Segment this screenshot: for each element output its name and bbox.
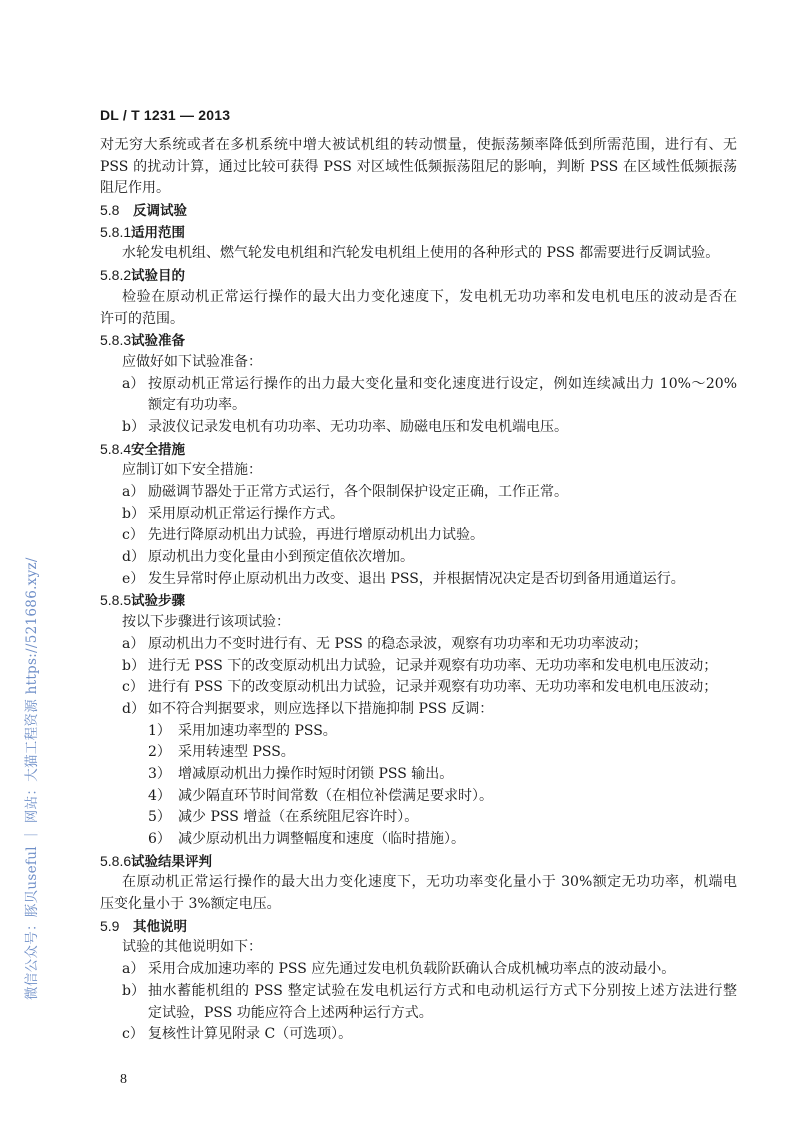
line-text: 减少隔直环节时间常数（在相位补偿满足要求时）。 [178,787,493,804]
paragraph-line [100,460,737,482]
paragraph-line [100,894,737,916]
section-heading [100,222,737,244]
paragraph-line [100,243,737,265]
list-item [100,547,737,569]
line-text: 原动机出力不变时进行有、无 PSS 的稳态录波，观察有功功率和无功功率波动； [148,635,648,652]
line-text: 进行无 PSS 下的改变原动机出力试验，记录并观察有功功率、无功功率和发电机电压波动； [148,657,718,674]
list-item [100,981,737,1003]
list-label: 5） [148,809,171,826]
section-title: 试验准备 [131,333,185,350]
list-item [100,786,737,808]
line-text: 减少 PSS 增益（在系统阻尼容许时）。 [178,809,419,826]
paragraph-line [100,309,737,331]
line-text: PSS 的扰动计算，通过比较可获得 PSS 对区域性低频振荡阻尼的影响，判断 PSS 在区域性低频振荡 [100,158,737,175]
line-text: 如不符合判据要求，则应选择以下措施抑制 PSS 反调： [148,700,494,717]
list-label: a） [122,961,145,978]
list-label: c） [122,679,144,696]
line-text: 原动机出力变化量由小到预定值依次增加。 [148,549,414,566]
list-label: b） [122,657,145,674]
document-body [100,135,737,1046]
section-heading [100,330,737,352]
line-text: 压变化量小于 3%额定电压。 [100,896,281,913]
line-text: 采用转速型 PSS。 [178,744,295,761]
list-label: c） [122,1026,144,1043]
paragraph-line [100,937,737,959]
section-title: 试验结果评判 [131,853,212,870]
line-text: 许可的范围。 [100,310,184,327]
section-number: 5.8.6 [100,852,132,869]
list-item [100,721,737,743]
list-item [100,634,737,656]
list-item [100,482,737,504]
list-label: 3） [148,765,171,782]
list-item [100,374,737,396]
section-heading [100,590,737,612]
line-text: 检验在原动机正常运行操作的最大出力变化速度下，发电机无功功率和发电机电压的波动是否在 [122,288,737,305]
list-label: d） [122,549,145,566]
section-title: 反调试验 [133,203,187,220]
line-text: 按以下步骤进行该项试验： [122,614,290,631]
watermark: 微信公众号：豚贝useful ｜ 网站：大猫工程资源 https://521686.xyz/ [24,557,40,1000]
section-number: 5.8.5 [100,592,132,609]
section-heading [100,851,737,873]
section-heading [100,265,737,287]
paragraph-line [100,287,737,309]
list-label: a） [122,375,145,392]
paragraph-line [100,872,737,894]
section-number: 5.8.2 [100,267,132,284]
section-number: 5.8.1 [100,223,132,240]
list-item [100,742,737,764]
paragraph-line [100,1003,737,1025]
list-label: a） [122,635,145,652]
section-heading [100,200,737,222]
section-heading [100,439,737,461]
line-text: 在原动机正常运行操作的最大出力变化速度下，无功功率变化量小于 30%额定无功功率，机端电 [122,874,737,891]
list-item [100,677,737,699]
line-text: 应做好如下试验准备： [122,353,262,370]
section-title: 试验目的 [131,268,185,285]
line-text: 采用加速功率型的 PSS。 [178,722,337,739]
list-label: 1） [148,722,171,739]
list-label: a） [122,484,145,500]
line-text: 减少原动机出力调整幅度和速度（临时措施）。 [178,831,465,847]
line-text: 采用原动机正常运行操作方式。 [148,505,344,522]
list-label: b） [122,505,145,522]
line-text: 发生异常时停止原动机出力改变、退出 PSS，并根据情况决定是否切到备用通道运行。 [148,570,685,587]
list-item [100,829,737,851]
section-number: 5.8 [100,202,120,219]
line-text: 抽水蓄能机组的 PSS 整定试验在发电机运行方式和电动机运行方式下分别按上述方法进行整 [148,982,737,999]
list-item [100,699,737,721]
paragraph-line [100,178,737,200]
section-heading [100,916,737,938]
line-text: 先进行降原动机出力试验，再进行增原动机出力试验。 [148,527,484,544]
line-text: 对无穷大系统或者在多机系统中增大被试机组的转动惯量，使振荡频率降低到所需范围，进行有、无 [100,137,737,153]
list-item [100,656,737,678]
list-label: c） [122,527,144,544]
line-text: 增减原动机出力操作时短时闭锁 PSS 输出。 [178,765,454,782]
line-text: 复核性计算见附录 C（可选项）。 [148,1026,353,1043]
line-text: 阻尼作用。 [100,180,170,197]
line-text: 试验的其他说明如下： [122,939,262,956]
paragraph-line [100,157,737,179]
list-label: 4） [148,787,171,804]
line-text: 录波仪记录发电机有功功率、无功功率、励磁电压和发电机端电压。 [148,418,568,435]
section-title: 安全措施 [131,441,185,458]
line-text: 按原动机正常运行操作的出力最大变化量和变化速度进行设定，例如连续减出力 10%～20% [148,375,737,392]
section-number: 5.9 [100,917,120,934]
line-text: 进行有 PSS 下的改变原动机出力试验，记录并观察有功功率、无功功率和发电机电压波动； [148,679,718,696]
list-item [100,764,737,786]
paragraph-line [100,612,737,634]
list-item [100,807,737,829]
paragraph-line [100,352,737,374]
list-label: b） [122,418,145,435]
page-number: 8 [120,1072,127,1087]
list-item [100,417,737,439]
list-item [100,525,737,547]
section-title: 其他说明 [133,918,187,935]
section-title: 试验步骤 [131,593,185,610]
list-label: 6） [148,831,171,847]
list-label: b） [122,982,145,999]
document-header: DL / T 1231 — 2013 [100,107,231,123]
section-number: 5.8.3 [100,332,132,349]
section-number: 5.8.4 [100,440,132,457]
list-label: 2） [148,744,171,761]
line-text: 励磁调节器处于正常方式运行，各个限制保护设定正确，工作正常。 [148,484,568,500]
list-item [100,504,737,526]
line-text: 水轮发电机组、燃气轮发电机组和汽轮发电机组上使用的各种形式的 PSS 都需要进行反调试验。 [122,245,720,262]
line-text: 应制订如下安全措施： [122,462,262,479]
list-item [100,569,737,591]
list-label: e） [122,570,145,587]
paragraph-line [100,135,737,157]
line-text: 定试验，PSS 功能应符合上述两种运行方式。 [148,1004,433,1021]
paragraph-line [100,395,737,417]
list-item [100,959,737,981]
line-text: 采用合成加速功率的 PSS 应先通过发电机负载阶跃确认合成机械功率点的波动最小。 [148,961,676,978]
list-label: d） [122,700,145,717]
section-title: 适用范围 [131,224,185,241]
line-text: 额定有功功率。 [148,397,246,414]
list-item [100,1024,737,1046]
